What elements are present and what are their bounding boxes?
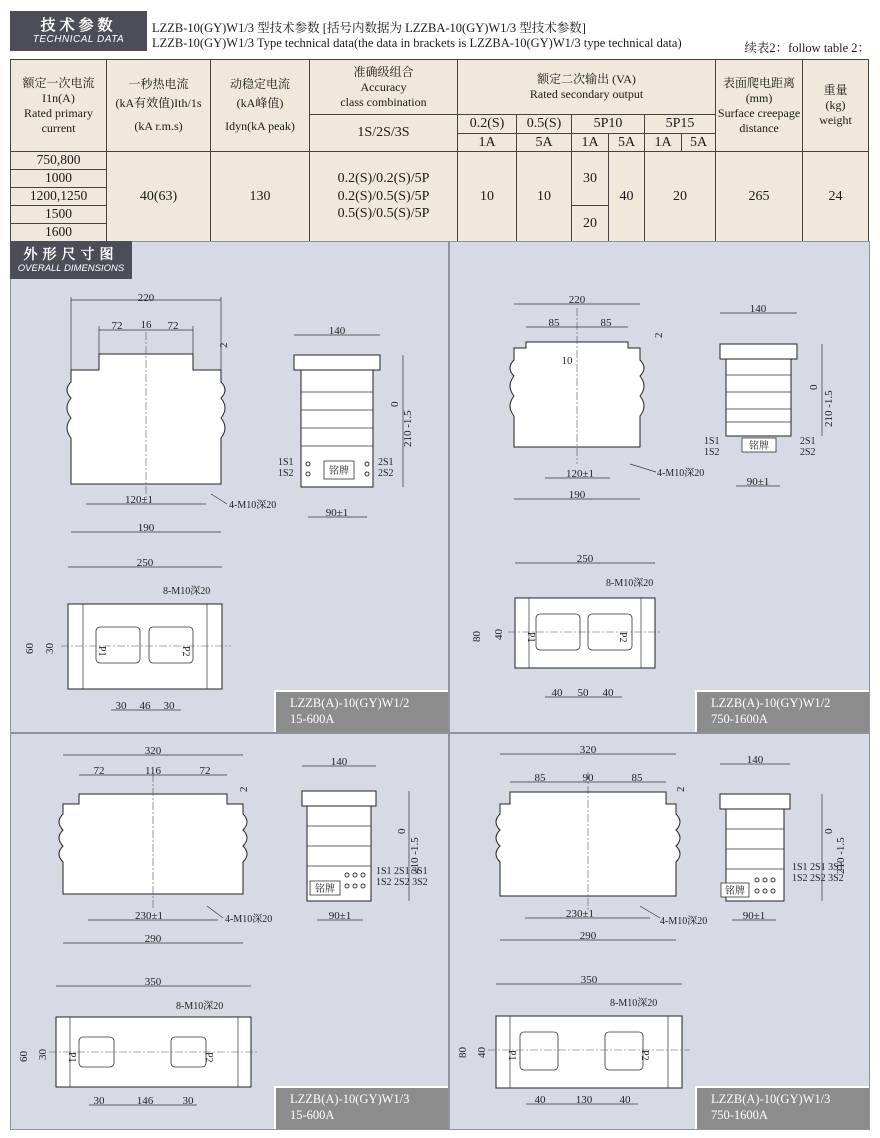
side-foot: 90±1 xyxy=(328,910,352,922)
header-dynamic-current xyxy=(211,60,310,152)
plan-view xyxy=(471,553,662,699)
side-term-bot: 1S2 2S2 3S2 xyxy=(376,877,428,888)
creepage-cn: 表面爬电距离 xyxy=(723,75,796,90)
fw-right: 72 xyxy=(199,765,211,777)
sec-current-1: 1A xyxy=(458,133,517,152)
plan-b1: 30 xyxy=(93,1095,105,1107)
plan-h-inner: 40 xyxy=(493,629,505,640)
side-t1a: 1S1 xyxy=(278,457,294,468)
fw-left: 85 xyxy=(534,772,546,784)
header-accuracy xyxy=(310,60,458,115)
plan-b3: 40 xyxy=(602,687,614,699)
side-height: 210 -1.5 xyxy=(402,410,414,447)
fw-topgap: 2 xyxy=(238,786,250,792)
sec-current-2: 5A xyxy=(517,133,572,152)
fw-center: 16 xyxy=(140,319,152,331)
fw-right: 85 xyxy=(600,317,612,329)
drawing-w13-low xyxy=(11,734,448,1129)
plan-b2: 130 xyxy=(575,1094,593,1106)
side-t2a: 2S1 xyxy=(800,436,816,447)
plan-h-outer: 80 xyxy=(471,631,483,642)
plan-h-outer: 60 xyxy=(24,643,36,654)
dynamic-en: Idyn(kA peak) xyxy=(225,119,295,133)
fw-right: 72 xyxy=(167,320,179,332)
creepage-value: 265 xyxy=(716,152,803,242)
side-view xyxy=(278,325,414,519)
side-plate: 铭牌 xyxy=(725,886,745,897)
caption-panel-1 xyxy=(274,690,448,732)
spec-table xyxy=(10,59,869,242)
thermal-value: 40(63) xyxy=(107,152,211,242)
side-foot: 90±1 xyxy=(742,910,766,922)
sec-current-4: 5A xyxy=(609,133,645,152)
accuracy-sub: 1S/2S/3S xyxy=(310,115,458,152)
plan-width: 250 xyxy=(576,553,594,565)
plan-p1: P1 xyxy=(96,646,107,657)
plan-b3: 30 xyxy=(182,1095,194,1107)
weight-en: weight xyxy=(819,113,852,127)
fw-base: 190 xyxy=(568,489,586,501)
fw-width: 220 xyxy=(137,292,155,304)
va-02: 10 xyxy=(458,152,517,242)
accuracy-line-1: 0.2(S)/0.2(S)/5P xyxy=(337,171,430,187)
side-view xyxy=(720,754,847,922)
fw-base: 290 xyxy=(144,933,162,945)
fw-left: 85 xyxy=(548,317,560,329)
caption-range: 750-1600A xyxy=(711,712,768,726)
accuracy-line-2: 0.2(S)/0.5(S)/5P xyxy=(337,188,430,204)
primary-cn: 额定一次电流 xyxy=(22,75,95,90)
weight-value: 24 xyxy=(803,152,869,242)
plan-b1: 40 xyxy=(534,1094,546,1106)
accuracy-cn: 准确级组合 xyxy=(353,64,414,79)
current-row-4: 1500 xyxy=(11,206,107,224)
accuracy-line-3: 0.5(S)/0.5(S)/5P xyxy=(337,206,430,222)
va-5p15: 20 xyxy=(645,152,716,242)
header-thermal-current xyxy=(107,60,211,152)
plan-h-inner: 30 xyxy=(37,1049,49,1060)
side-t2a: 2S1 xyxy=(378,457,394,468)
side-term-top: 1S1 2S1 3S1 xyxy=(376,866,428,877)
creepage-en2: distance xyxy=(739,120,779,135)
fw-holes: 4-M10深20 xyxy=(229,500,277,511)
plan-holes: 8-M10深20 xyxy=(176,1001,224,1012)
primary-en1: Rated primary xyxy=(24,105,93,120)
sec-current-6: 5A xyxy=(682,133,716,152)
side-height: 210 -1.5 xyxy=(835,837,847,874)
side-t1b: 1S2 xyxy=(278,468,294,479)
drawing-w12-low xyxy=(11,242,448,732)
fw-center: 116 xyxy=(144,765,162,777)
fw-left: 72 xyxy=(93,765,105,777)
weight-cn: 重量 xyxy=(823,83,848,97)
overall-dimensions-tag xyxy=(10,241,132,279)
plan-b3: 30 xyxy=(163,700,175,712)
plan-holes: 8-M10深20 xyxy=(163,586,211,597)
accuracy-en1: Accuracy xyxy=(360,79,407,94)
creepage-unit: (mm) xyxy=(745,90,773,105)
thermal-cn: 一秒热电流 xyxy=(128,77,189,91)
plan-h-inner: 40 xyxy=(476,1047,488,1058)
fw-width: 320 xyxy=(579,744,597,756)
header-title-cn: LZZB-10(GY)W1/3 型技术参数 [括号内数据为 LZZBA-10(GY)W1/3 型技术参数] xyxy=(152,21,586,35)
caption-model: LZZB(A)-10(GY)W1/3 xyxy=(711,1092,831,1106)
sec-class-05: 0.5(S) xyxy=(517,115,572,134)
va-5p10-1a-top: 30 xyxy=(572,152,609,206)
plan-b2: 146 xyxy=(136,1095,154,1107)
plan-holes: 8-M10深20 xyxy=(610,998,658,1009)
front-view xyxy=(496,744,707,942)
front-view xyxy=(59,745,272,945)
accuracy-values xyxy=(310,152,458,242)
fw-basehole: 230±1 xyxy=(134,910,164,922)
plan-p1: P1 xyxy=(525,632,536,643)
panel-w13-low xyxy=(10,733,449,1130)
side-foot: 90±1 xyxy=(746,476,770,488)
plan-b2: 46 xyxy=(139,700,151,712)
plan-p1: P1 xyxy=(506,1050,517,1061)
fw-holes: 4-M10深20 xyxy=(225,914,273,925)
caption-panel-3 xyxy=(274,1086,448,1129)
side-term-top: 1S1 2S1 3S1 xyxy=(792,862,844,873)
overall-dimensions-cn: 外形尺寸图 xyxy=(23,247,119,263)
side-height-tol: 0 xyxy=(389,401,401,407)
plan-b2: 50 xyxy=(577,687,589,699)
side-width: 140 xyxy=(328,325,346,337)
caption-panel-4 xyxy=(695,1086,869,1129)
side-t2b: 2S2 xyxy=(800,447,816,458)
fw-holes: 4-M10深20 xyxy=(660,916,708,927)
side-t1b: 1S2 xyxy=(704,447,720,458)
dynamic-sym: (kA峰值) xyxy=(236,96,284,110)
fw-topgap: 2 xyxy=(218,342,230,348)
plan-b1: 30 xyxy=(115,700,127,712)
fw-holes: 4-M10深20 xyxy=(657,468,705,479)
panel-w12-low xyxy=(10,241,449,733)
plan-b1: 40 xyxy=(551,687,563,699)
overall-dimensions-en: OVERALL DIMENSIONS xyxy=(17,263,125,274)
fw-topgap: 2 xyxy=(653,332,665,338)
plan-holes: 8-M10深20 xyxy=(606,578,654,589)
side-plate: 铭牌 xyxy=(749,441,769,452)
current-row-2: 1000 xyxy=(11,170,107,188)
plan-h-outer: 60 xyxy=(18,1051,30,1062)
accuracy-en2: class combination xyxy=(340,94,427,109)
sec-current-3: 1A xyxy=(572,133,609,152)
secondary-en: Rated secondary output xyxy=(529,87,644,101)
plan-p1: P1 xyxy=(66,1052,77,1063)
plan-p2: P2 xyxy=(203,1052,214,1063)
fw-width: 220 xyxy=(568,294,586,306)
plan-h-outer: 80 xyxy=(457,1047,469,1058)
fw-basehole: 120±1 xyxy=(124,494,154,506)
panel-w13-high xyxy=(449,733,870,1130)
fw-center: 90 xyxy=(582,772,594,784)
caption-model: LZZB(A)-10(GY)W1/3 xyxy=(290,1092,410,1106)
plan-p2: P2 xyxy=(180,646,191,657)
continued-note: 续表2：follow table 2： xyxy=(744,41,870,55)
dynamic-value: 130 xyxy=(211,152,310,242)
caption-model: LZZB(A)-10(GY)W1/2 xyxy=(711,696,831,710)
plan-p2: P2 xyxy=(639,1050,650,1061)
panel-w12-high xyxy=(449,241,870,733)
caption-model: LZZB(A)-10(GY)W1/2 xyxy=(290,696,410,710)
side-view xyxy=(704,303,835,488)
sec-class-5p15: 5P15 xyxy=(645,115,716,134)
side-t1a: 1S1 xyxy=(704,436,720,447)
fw-base: 290 xyxy=(579,930,597,942)
plan-view xyxy=(457,974,690,1106)
side-width: 140 xyxy=(749,303,767,315)
plan-view xyxy=(24,557,231,712)
side-term-bot: 1S2 2S2 3S2 xyxy=(792,873,844,884)
caption-range: 15-600A xyxy=(290,712,335,726)
secondary-cn: 额定二次输出 (VA) xyxy=(537,72,636,86)
side-plate: 铭牌 xyxy=(315,884,335,895)
creepage-en1: Surface creepage xyxy=(717,105,801,120)
current-row-3: 1200,1250 xyxy=(11,188,107,206)
primary-sym: I1n(A) xyxy=(42,90,75,105)
primary-en2: current xyxy=(41,120,76,135)
header-title-en: LZZB-10(GY)W1/3 Type technical data(the data in brackets is LZZBA-10(GY)W1/3 type technical data) xyxy=(152,36,682,50)
technical-data-tag xyxy=(10,11,147,51)
plan-p2: P2 xyxy=(617,632,628,643)
sec-class-5p10: 5P10 xyxy=(572,115,645,134)
plan-width: 350 xyxy=(580,974,598,986)
fw-left: 72 xyxy=(111,320,123,332)
side-width: 140 xyxy=(746,754,764,766)
side-height-tol: 0 xyxy=(808,384,820,390)
drawing-w12-high xyxy=(450,242,869,732)
va-05: 10 xyxy=(517,152,572,242)
va-5p10-1a-bottom: 20 xyxy=(572,206,609,242)
plan-view xyxy=(18,976,259,1107)
header-primary-current xyxy=(11,60,107,152)
header-secondary-output xyxy=(458,60,716,115)
front-view xyxy=(510,294,704,501)
plan-b3: 40 xyxy=(619,1094,631,1106)
plan-h-inner: 30 xyxy=(44,643,56,654)
side-height-tol: 0 xyxy=(396,828,408,834)
weight-unit: (kg) xyxy=(825,98,846,112)
dynamic-cn: 动稳定电流 xyxy=(229,77,290,91)
header-weight xyxy=(803,60,869,152)
sec-class-02: 0.2(S) xyxy=(458,115,517,134)
technical-data-tag-en: TECHNICAL DATA xyxy=(32,34,125,45)
current-row-1: 750,800 xyxy=(11,152,107,170)
side-t2b: 2S2 xyxy=(378,468,394,479)
side-height: 210 -1.5 xyxy=(823,390,835,427)
va-5p10-5a: 40 xyxy=(609,152,645,242)
technical-data-tag-cn: 技术参数 xyxy=(40,16,117,34)
fw-topgap: 2 xyxy=(675,786,687,792)
side-foot: 90±1 xyxy=(325,507,349,519)
plan-width: 250 xyxy=(136,557,154,569)
side-width: 140 xyxy=(330,756,348,768)
fw-width: 320 xyxy=(144,745,162,757)
side-plate: 铭牌 xyxy=(329,466,349,477)
thermal-sym: (kA有效值)Ith/1s xyxy=(115,96,202,110)
drawing-w13-high xyxy=(450,734,869,1129)
fw-small: 10 xyxy=(561,355,573,367)
thermal-en: (kA r.m.s) xyxy=(134,119,183,133)
side-height-tol: 0 xyxy=(823,828,835,834)
caption-range: 750-1600A xyxy=(711,1108,768,1122)
fw-basehole: 230±1 xyxy=(565,908,595,920)
current-row-5: 1600 xyxy=(11,224,107,242)
caption-range: 15-600A xyxy=(290,1108,335,1122)
side-view xyxy=(302,756,428,922)
sec-current-5: 1A xyxy=(645,133,682,152)
fw-right: 85 xyxy=(631,772,643,784)
fw-basehole: 120±1 xyxy=(565,468,595,480)
plan-width: 350 xyxy=(144,976,162,988)
header-creepage xyxy=(716,60,803,152)
front-view xyxy=(67,292,276,534)
caption-panel-2 xyxy=(695,690,869,732)
side-height: 210 -1.5 xyxy=(409,837,421,874)
fw-base: 190 xyxy=(137,522,155,534)
